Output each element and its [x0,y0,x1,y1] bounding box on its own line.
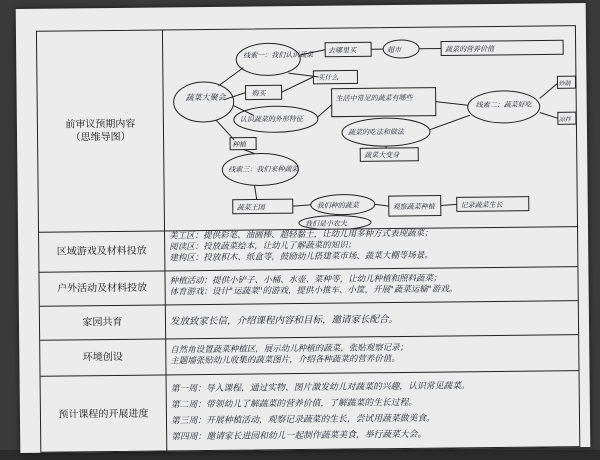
mindmap-common-text: 生活中常见的蔬菜有哪些 [335,93,413,103]
row-label-progress [41,375,168,453]
outdoor-label: 户外活动及材料投放 [57,282,148,295]
paper-sheet [16,3,591,453]
outdoor-line: 种植活动：提供小铲子、小桶、水壶、菜种等，让幼儿种植和照料蔬菜； [169,273,442,287]
mindmap-cook-text: 蔬菜的吃法和做法 [347,127,405,137]
area-label: 区域游戏及材料投放 [56,245,147,258]
env-line: 主题墙张贴幼儿收集的蔬菜图片，介绍各种蔬菜的营养价值。 [170,353,400,367]
row-preview [37,26,577,232]
mindmap-center-text: 蔬菜大聚会 [185,92,226,103]
mindmap-shape-text: 认识蔬菜的外形特征 [239,114,303,124]
mindmap-change-text: 蔬菜大变身 [364,150,400,160]
mindmap-record-text: 记录蔬菜生长 [460,200,503,210]
mind-map [163,26,579,230]
mindmap-cold-text: 凉拌 [558,116,571,124]
preview-sublabel: （思维导图） [70,131,131,144]
area-content [169,227,573,270]
home-label: 家园共育 [82,316,123,329]
mindmap-clue1-text: 线索一：我们认识蔬菜 [243,50,314,60]
progress-content [171,377,576,458]
mindmap-ours-text: 我们种的蔬菜 [316,201,359,210]
progress-line: 第三周：开展种植活动，观察记录蔬菜的生长，尝试用蔬菜做美食。 [170,413,435,427]
row-label-area [39,231,165,271]
row-env [40,334,578,376]
row-progress [41,370,580,454]
area-line: 美工区：提供彩笔、油画棒、超轻黏土，让幼儿用多种方式表现蔬菜； [169,228,433,242]
area-line: 阅读区：投放蔬菜绘本，让幼儿了解蔬菜的知识； [169,240,357,253]
progress-line: 第二周：带领幼儿了解蔬菜的营养价值，了解蔬菜的生长过程。 [170,397,418,411]
mindmap-nutrition-text: 蔬菜的营养价值 [445,44,495,54]
home-line: 发放致家长信，介绍课程内容和目标，邀请家长配合。 [169,314,399,328]
mindmap-clue3-text: 线索三：我们来种蔬菜 [228,165,299,174]
mindmap-plant-text: 种植 [232,140,247,149]
row-label-outdoor [39,271,165,305]
outdoor-line: 体育游戏：设计"运蔬菜"的游戏，提供小推车、小筐，开展"蔬菜运输"游戏。 [169,284,458,298]
row-area [39,226,577,272]
planning-table [36,25,580,453]
mindmap-box-where-text: 去哪里买 [328,46,357,55]
row-label-env [40,339,166,375]
mindmap-kingdom-text: 蔬菜王国 [236,203,265,212]
progress-line: 第四周：邀请家长进园和幼儿一起制作蔬菜美食，举行蔬菜大会。 [171,429,427,443]
mindmap-supermarket-text: 超市 [387,45,402,55]
row-label-home [40,305,166,339]
preview-label: 前审议预期内容 [65,118,136,131]
mindmap-farmer-text: 我们是小农夫 [304,219,347,228]
mindmap-what-text: 买什么 [317,73,339,82]
mindmap-buy-text: 购买 [251,89,266,98]
mindmap-stirfry-text: 炒制 [558,80,571,88]
row-outdoor [39,266,577,306]
progress-label: 预计课程的开展进度 [58,408,149,421]
env-label: 环境创设 [82,351,123,364]
row-label-preview [37,30,165,231]
row-home [40,300,578,340]
mindmap-observe-text: 观察蔬菜种植 [392,202,435,212]
progress-line: 第一周：导入课程，通过实物、图片激发幼儿对蔬菜的兴趣，认识常见蔬菜。 [170,381,470,395]
area-line: 建构区：投放积木、纸盒等，鼓励幼儿搭建菜市场、蔬菜大棚等场景。 [169,250,433,264]
mindmap-clue2-text: 线索二：蔬菜好吃 [475,100,532,110]
env-line: 自然角设置蔬菜种植区，展示幼儿种植的蔬菜，张贴观察记录； [170,342,409,356]
